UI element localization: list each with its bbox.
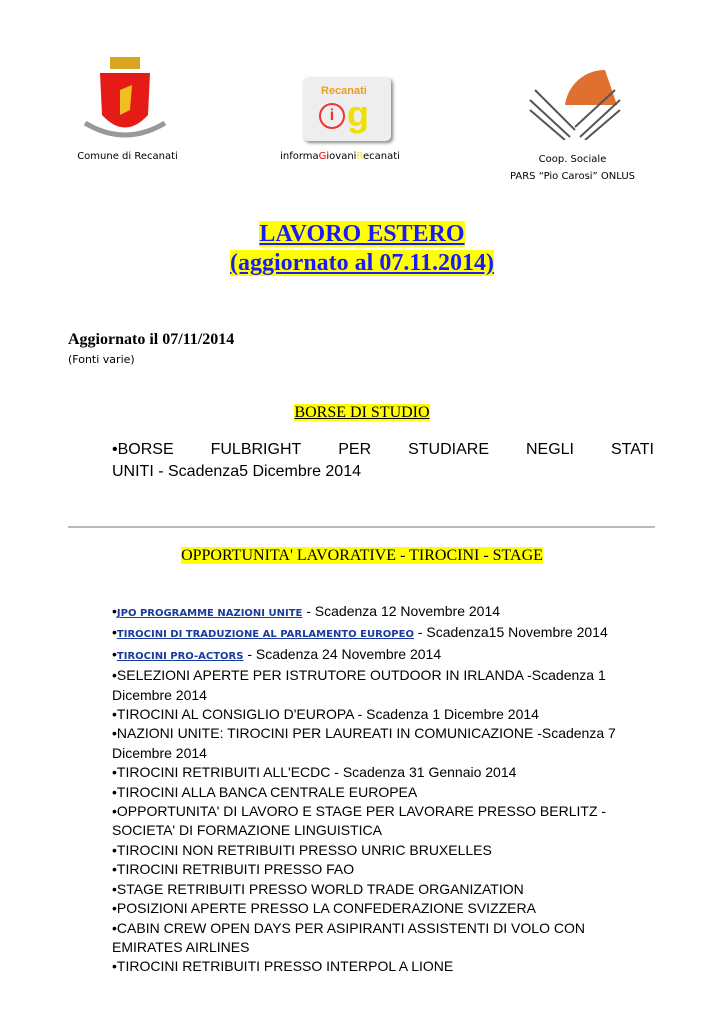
list-item: •NAZIONI UNITE: TIROCINI PER LAUREATI IN COMUNICAZIONE -Scadenza 7 Dicembre 2014 <box>112 725 616 761</box>
list-item-text: NAZIONI UNITE: TIROCINI PER LAUREATI IN COMUNICAZIONE -Scadenza 7 Dicembre 2014 <box>112 725 616 761</box>
list-item-text: STAGE RETRIBUITI PRESSO WORLD TRADE ORGANIZATION <box>116 880 524 897</box>
list-item-text: TIROCINI RETRIBUITI ALL'ECDC - Scadenza 31 Gennaio 2014 <box>116 764 517 781</box>
informagiovani-logo: Recanati i g <box>303 77 391 141</box>
divider <box>68 526 655 528</box>
list-item-text: SELEZIONI APERTE PER ISTRUTORE OUTDOOR IN IRLANDA -Scadenza 1 Dicembre 2014 <box>112 667 606 703</box>
updated-label: Aggiornato il 07/11/2014 <box>68 331 235 348</box>
list-item: •TIROCINI NON RETRIBUITI PRESSO UNRIC BRUXELLES <box>112 841 492 858</box>
pars-caption: Coop. Sociale PARS “Pio Carosi” ONLUS <box>509 154 636 182</box>
title-line1: LAVORO ESTERO <box>259 221 465 247</box>
list-item-text: TIROCINI NON RETRIBUITI PRESSO UNRIC BRUXELLES <box>116 841 492 858</box>
list-item: •TIROCINI RETRIBUITI PRESSO FAO <box>112 861 355 878</box>
list-item: •OPPORTUNITA' DI LAVORO E STAGE PER LAVORARE PRESSO BERLITZ - SOCIETA' DI FORMAZIONE LINGUISTICA <box>112 803 607 839</box>
comune-crest-logo <box>80 55 170 145</box>
borse-heading: BORSE DI STUDIO <box>294 404 430 421</box>
list-item-link[interactable]: TIROCINI PRO-ACTORS <box>116 650 244 662</box>
list-item-text: - Scadenza 12 Novembre 2014 <box>302 603 501 619</box>
opportunita-list <box>112 602 642 977</box>
list-item-text: - Scadenza 24 Novembre 2014 <box>243 645 442 662</box>
list-item-text: TIROCINI ALLA BANCA CENTRALE EUROPEA <box>116 783 418 800</box>
sources-note: (Fonti varie) <box>68 353 135 366</box>
borse-item-line1: •BORSE FULBRIGHT PER STUDIARE NEGLI STATI <box>112 441 654 458</box>
list-item: •CABIN CREW OPEN DAYS PER ASIPIRANTI ASSISTENTI DI VOLO CON EMIRATES AIRLINES <box>112 919 585 955</box>
logo-text: Recanati <box>321 85 367 97</box>
list-item: •STAGE RETRIBUITI PRESSO WORLD TRADE ORGANIZATION <box>112 880 524 897</box>
list-item: •POSIZIONI APERTE PRESSO LA CONFEDERAZIONE SVIZZERA <box>112 900 536 917</box>
list-item: •TIROCINI PRO-ACTORS - Scadenza 24 Novembre 2014 <box>112 645 442 662</box>
comune-caption: Comune di Recanati <box>77 151 178 162</box>
list-item-link[interactable]: JPO PROGRAMME NAZIONI UNITE <box>116 608 303 619</box>
list-item-text: OPPORTUNITA' DI LAVORO E STAGE PER LAVORARE PRESSO BERLITZ - SOCIETA' DI FORMAZIONE LINGUISTICA <box>112 803 607 839</box>
pars-logo <box>525 65 625 140</box>
list-item: •TIROCINI DI TRADUZIONE AL PARLAMENTO EUROPEO - Scadenza15 Novembre 2014 <box>112 624 608 641</box>
title-line2: (aggiornato al 07.11.2014) <box>230 250 494 276</box>
list-item-link[interactable]: TIROCINI DI TRADUZIONE AL PARLAMENTO EUROPEO <box>116 629 414 641</box>
list-item-text: - Scadenza15 Novembre 2014 <box>413 624 608 641</box>
informagiovani-caption: informaGiovaniRecanati <box>280 151 400 162</box>
list-item: •TIROCINI AL CONSIGLIO D'EUROPA - Scadenza 1 Dicembre 2014 <box>112 706 539 723</box>
list-item-text: POSIZIONI APERTE PRESSO LA CONFEDERAZIONE SVIZZERA <box>116 900 536 917</box>
list-item: •TIROCINI RETRIBUITI PRESSO INTERPOL A LIONE <box>112 958 454 975</box>
list-item-text: TIROCINI AL CONSIGLIO D'EUROPA - Scadenza 1 Dicembre 2014 <box>116 706 539 723</box>
list-item: •SELEZIONI APERTE PER ISTRUTORE OUTDOOR IN IRLANDA -Scadenza 1 Dicembre 2014 <box>112 667 606 703</box>
opportunita-heading: OPPORTUNITA' LAVORATIVE - TIROCINI - STAGE <box>181 547 543 564</box>
list-item: •TIROCINI RETRIBUITI ALL'ECDC - Scadenza 31 Gennaio 2014 <box>112 764 517 781</box>
list-item-text: TIROCINI RETRIBUITI PRESSO FAO <box>116 861 355 878</box>
list-item-text: TIROCINI RETRIBUITI PRESSO INTERPOL A LIONE <box>116 958 454 975</box>
list-item: •TIROCINI ALLA BANCA CENTRALE EUROPEA <box>112 783 418 800</box>
list-item: •JPO PROGRAMME NAZIONI UNITE - Scadenza 12 Novembre 2014 <box>112 603 501 619</box>
borse-item-line2: UNITI - Scadenza5 Dicembre 2014 <box>112 463 361 480</box>
list-item-text: CABIN CREW OPEN DAYS PER ASIPIRANTI ASSISTENTI DI VOLO CON EMIRATES AIRLINES <box>112 919 585 955</box>
